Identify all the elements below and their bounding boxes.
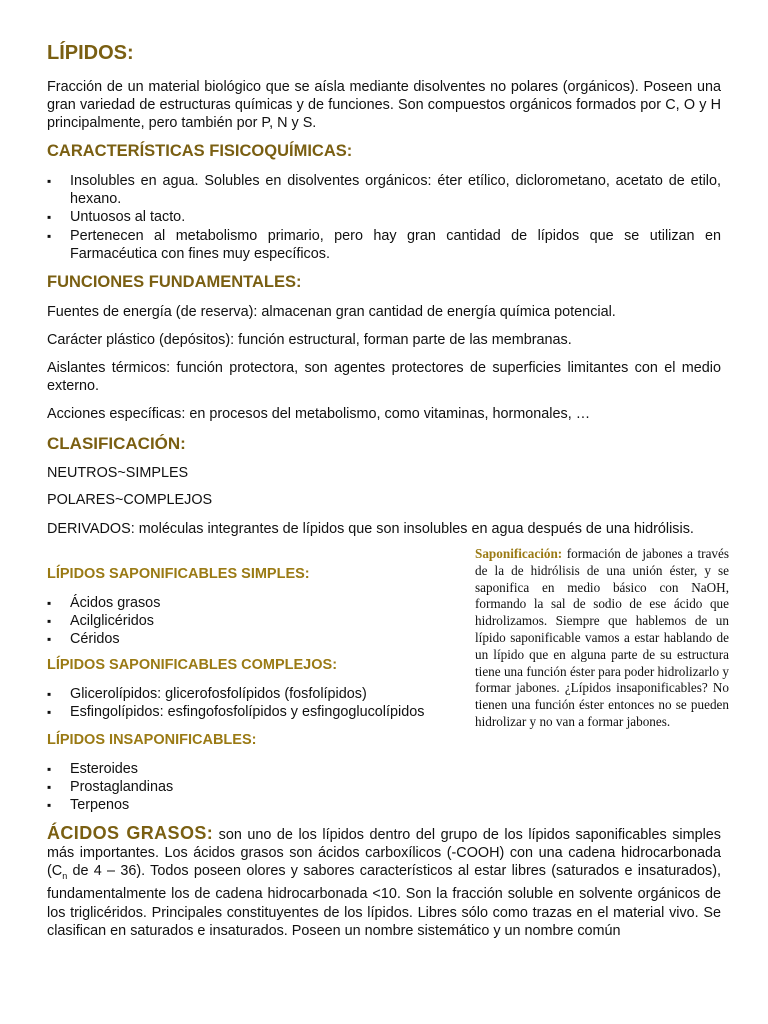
list-item: ▪ Céridos xyxy=(47,630,447,648)
list-item: ▪ Insolubles en agua. Solubles en disolventes orgánicos: éter etílico, diclorometano, acetato de etilo, hexano. xyxy=(47,172,721,208)
acidos-text-2: de 4 – 36). Todos poseen olores y sabores característicos al estar libres (saturados e insaturados), fundamentalmente los de cadena hidrocarbonada <10. Son la fracción soluble en solvente orgánicos de los triglicéridos. Principales constituyentes de los lípidos. Libres sólo como trazas en el material vivo. Se clasifican en saturados e insaturados. Poseen un nombre sistemático y un nombre común xyxy=(47,863,721,939)
clasificacion-heading: CLASIFICACIÓN: xyxy=(47,434,186,453)
insaponificables-list xyxy=(47,760,447,815)
caracteristicas-heading: CARACTERÍSTICAS FISICOQUÍMICAS: xyxy=(47,142,353,160)
list-item: ▪ Terpenos xyxy=(47,796,447,814)
caracteristicas-list xyxy=(47,172,721,263)
funciones-p3: Aislantes térmicos: función protectora, son agentes protectores de superficies limitantes con el medio externo. xyxy=(47,360,721,395)
acidos-grasos-heading: ÁCIDOS GRASOS: xyxy=(47,823,214,843)
insaponificables-heading: LÍPIDOS INSAPONIFICABLES: xyxy=(47,732,257,748)
saponificacion-note xyxy=(475,546,729,731)
list-item: ▪ Untuosos al tacto. xyxy=(47,208,721,226)
list-item: ▪ Acilglicéridos xyxy=(47,612,447,630)
clasificacion-polares: POLARES~COMPLEJOS xyxy=(47,492,213,508)
clasificacion-derivados: DERIVADOS: moléculas integrantes de lípidos que son insolubles en agua después de una hidrólisis. xyxy=(47,521,694,537)
simples-heading: LÍPIDOS SAPONIFICABLES SIMPLES: xyxy=(47,566,310,582)
list-item: ▪ Esfingolípidos: esfingofosfolípidos y esfingoglucolípidos xyxy=(47,703,467,721)
list-item: ▪ Prostaglandinas xyxy=(47,778,447,796)
intro-paragraph: Fracción de un material biológico que se aísla mediante disolventes no polares (orgánicos). Poseen una gran variedad de estructuras químicas y de funciones. Son compuestos orgánicos formados por C, O y H principalmente, pero también por P, N y S. xyxy=(47,79,721,132)
complejos-list xyxy=(47,685,467,721)
complejos-heading: LÍPIDOS SAPONIFICABLES COMPLEJOS: xyxy=(47,657,338,673)
simples-list xyxy=(47,594,447,649)
acidos-text-1: son uno de los lípidos dentro del grupo de los lípidos saponificables simples más importantes. Los ácidos grasos son ácidos carboxílicos (-COOH) con una cadena hidrocarbonada (C xyxy=(47,827,721,880)
list-item: ▪ Pertenecen al metabolismo primario, pero hay gran cantidad de lípidos que se utilizan en Farmacéutica con fines muy específicos. xyxy=(47,227,721,263)
saponificacion-label: Saponificación: xyxy=(475,546,563,561)
clasificacion-neutros: NEUTROS~SIMPLES xyxy=(47,465,189,481)
funciones-p1: Fuentes de energía (de reserva): almacenan gran cantidad de energía química potencial. xyxy=(47,304,616,320)
list-item: ▪ Esteroides xyxy=(47,760,447,778)
funciones-p2: Carácter plástico (depósitos): función estructural, forman parte de las membranas. xyxy=(47,332,572,348)
list-item: ▪ Glicerolípidos: glicerofosfolípidos (fosfolípidos) xyxy=(47,685,467,703)
acidos-grasos-paragraph xyxy=(47,824,721,940)
page-title: LÍPIDOS: xyxy=(47,42,134,64)
list-item: ▪ Ácidos grasos xyxy=(47,594,447,612)
funciones-heading: FUNCIONES FUNDAMENTALES: xyxy=(47,273,302,291)
saponificacion-text: formación de jabones a través de la de hidrólisis de una unión éster, y se saponifica en medio básico con NaOH, formando la sal de sodio de ese ácido que hidrolizamos. Siempre que hablemos de un lípido saponificable vamos a estar hablando de un lípido que en alguna parte de su estructura tiene una función éster para poder hidrolizarlo y formar jabones. ¿Lípidos insaponificables? No tienen una función éster entonces no se pueden hidrolizar y no van a formar jabones. xyxy=(475,546,729,729)
funciones-p4: Acciones específicas: en procesos del metabolismo, como vitaminas, hormonales, … xyxy=(47,406,591,422)
acidos-subscript: n xyxy=(62,871,68,882)
